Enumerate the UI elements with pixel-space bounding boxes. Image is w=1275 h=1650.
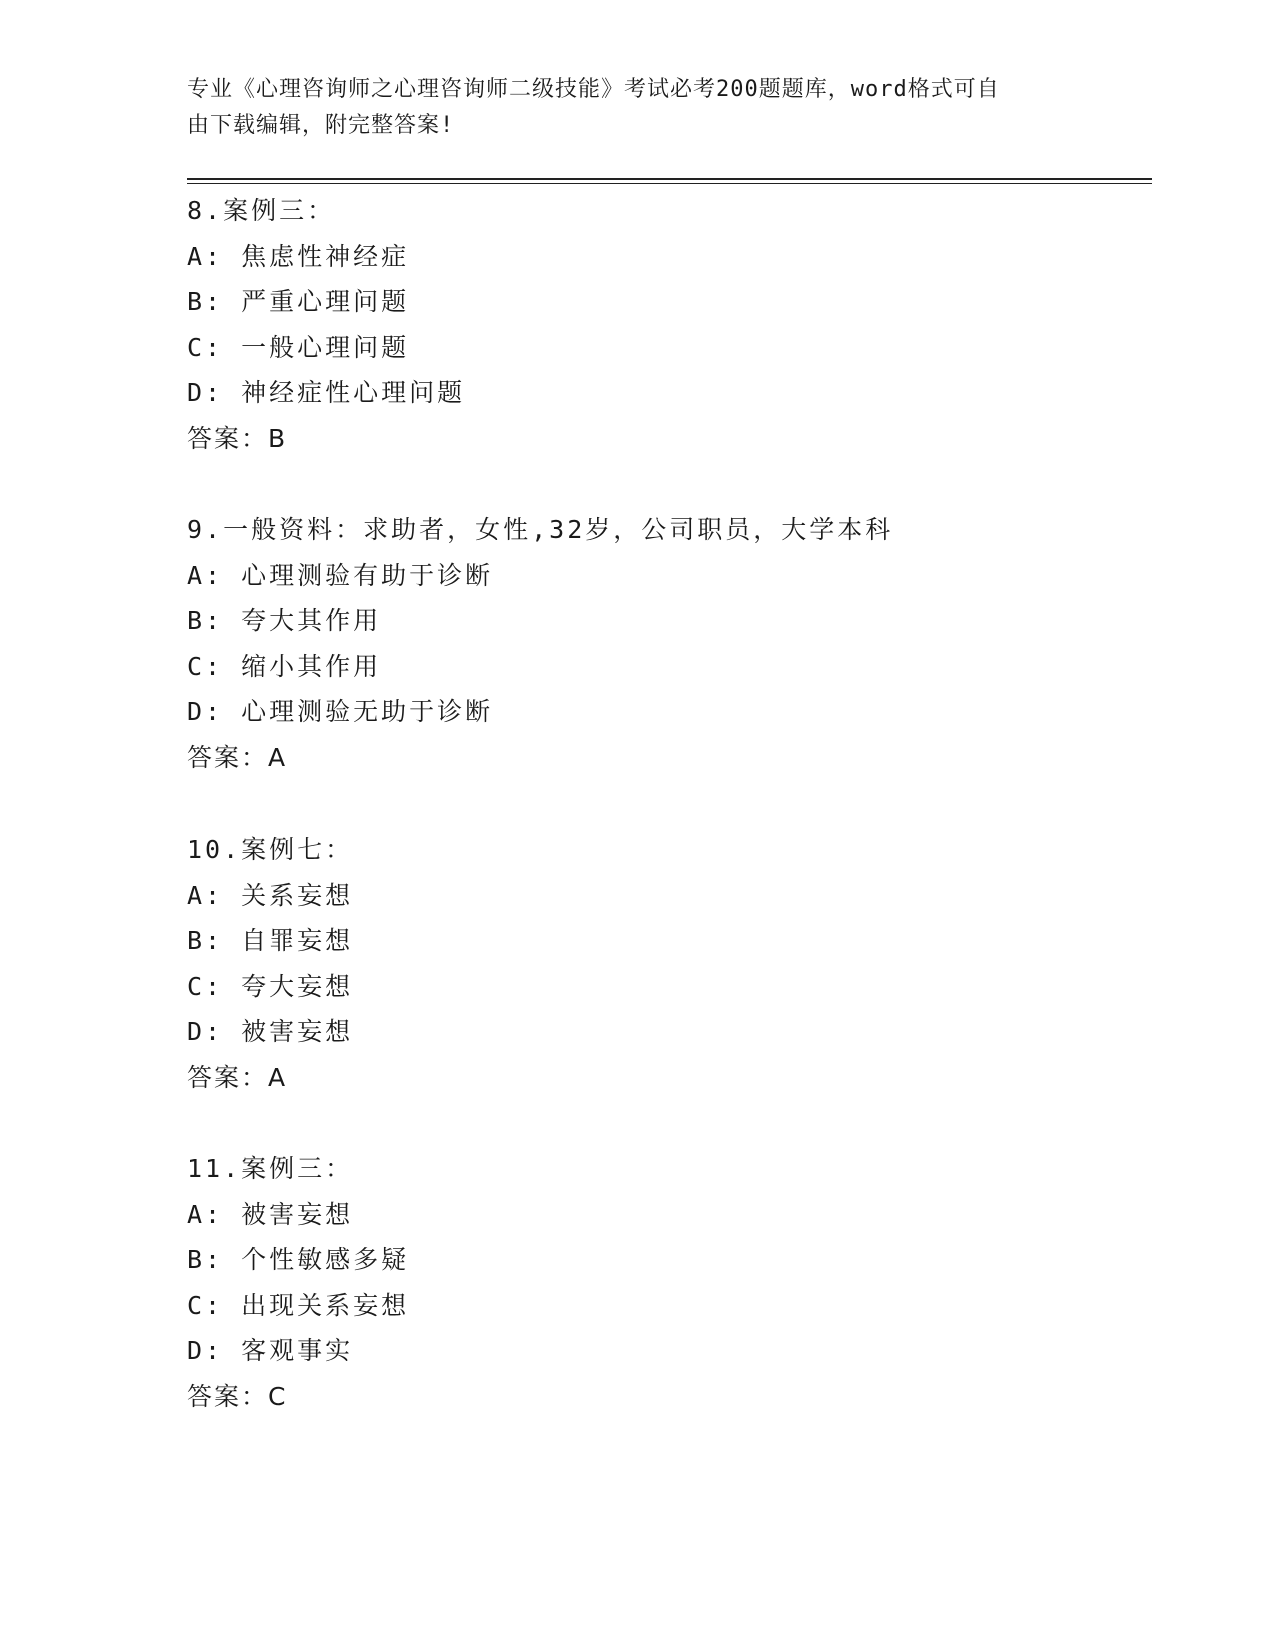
option-b: B: 严重心理问题 <box>187 287 410 316</box>
option-c: C: 出现关系妄想 <box>187 1290 410 1320</box>
answer-line: 答案：C <box>187 1381 288 1411</box>
option-d: D: 神经症性心理问题 <box>187 378 466 407</box>
header-divider-thin <box>187 183 1152 184</box>
answer-line: 答案：B <box>187 423 288 453</box>
question-title: 8.案例三： <box>187 196 336 225</box>
option-a: A: 心理测验有助于诊断 <box>187 560 494 590</box>
option-c: C: 一般心理问题 <box>187 332 410 362</box>
option-c: C: 夸大妄想 <box>187 971 354 1001</box>
option-a: A: 被害妄想 <box>187 1199 354 1229</box>
option-c: C: 缩小其作用 <box>187 651 382 681</box>
option-b: B: 个性敏感多疑 <box>187 1245 410 1274</box>
answer-line: 答案：A <box>187 1062 288 1092</box>
question-block <box>187 827 1187 1100</box>
option-a: A: 关系妄想 <box>187 880 354 910</box>
question-title: 11.案例三： <box>187 1154 354 1183</box>
question-block <box>187 1146 1187 1419</box>
header-divider-thick <box>187 178 1152 180</box>
question-title: 10.案例七： <box>187 835 354 864</box>
question-block <box>187 507 1187 780</box>
option-b: B: 夸大其作用 <box>187 606 382 635</box>
question-title: 9.一般资料：求助者，女性,32岁，公司职员，大学本科 <box>187 515 894 544</box>
option-d: D: 客观事实 <box>187 1336 354 1365</box>
question-block <box>187 188 1187 461</box>
option-a: A: 焦虑性神经症 <box>187 241 410 271</box>
document-header <box>187 72 1087 144</box>
option-d: D: 被害妄想 <box>187 1017 354 1046</box>
option-d: D: 心理测验无助于诊断 <box>187 697 494 726</box>
option-b: B: 自罪妄想 <box>187 926 354 955</box>
header-line-2: 由下载编辑，附完整答案! <box>187 113 455 138</box>
answer-line: 答案：A <box>187 742 288 772</box>
header-line-1: 专业《心理咨询师之心理咨询师二级技能》考试必考200题题库，word格式可自 <box>187 77 1000 102</box>
